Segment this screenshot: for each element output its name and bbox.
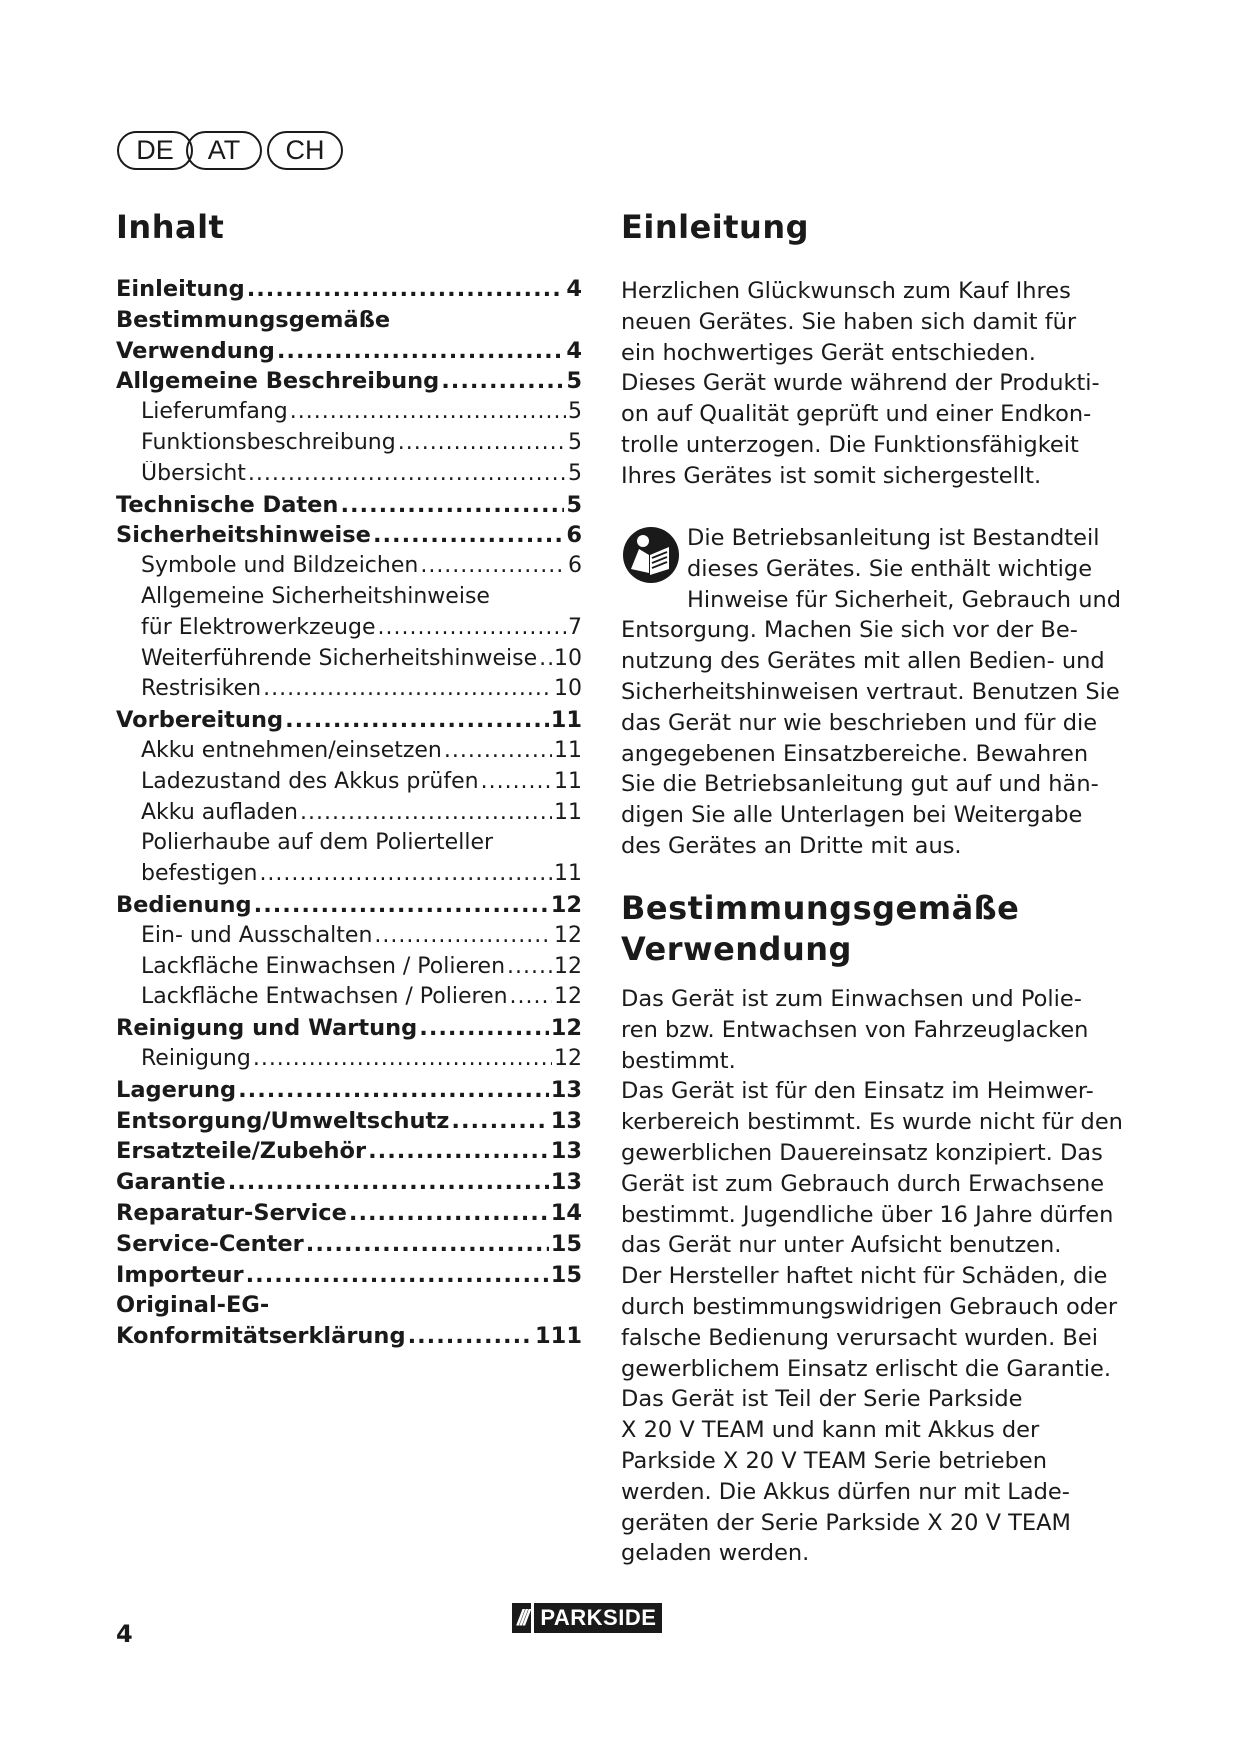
usage-title-line: Bestimmungsgemäße	[621, 889, 1020, 927]
text-line: geladen werden.	[621, 1540, 810, 1567]
toc-entry-label: Entsorgung/Umweltschutz	[116, 1107, 450, 1134]
text-line: ein hochwertiges Gerät entschieden.	[621, 339, 1036, 366]
toc-leader-dots	[368, 1138, 549, 1164]
toc-entry-page: 12	[550, 891, 582, 918]
toc-entry-label: Lackfläche Einwachsen / Polieren	[141, 953, 506, 979]
toc-entry-label: Service-Center	[116, 1230, 304, 1257]
text-line: Gerät ist zum Gebrauch durch Erwachsene	[621, 1170, 1105, 1197]
toc-entry	[116, 676, 582, 707]
toc-entry-page: 11	[554, 861, 582, 887]
toc-leader-dots	[398, 430, 566, 455]
toc-leader-dots	[263, 676, 552, 701]
toc-leader-dots	[247, 276, 565, 302]
toc-entry-label: Original-EG-	[116, 1292, 270, 1319]
text-line: X 20 V TEAM und kann mit Akkus der	[621, 1417, 1040, 1444]
toc-entry-page: 12	[554, 922, 582, 948]
toc-entry-label: Restrisiken	[141, 676, 262, 702]
toc-entry-label: Reinigung und Wartung	[116, 1015, 418, 1042]
text-line: ren bzw. Entwachsen von Fahrzeuglacken	[621, 1016, 1089, 1043]
text-line: Das Gerät ist Teil der Serie Parkside	[621, 1386, 1023, 1413]
toc-entry-page: 5	[566, 491, 582, 518]
toc-entry-page: 15	[550, 1230, 582, 1257]
read-manual-icon	[621, 525, 681, 585]
toc-leader-dots	[248, 461, 566, 486]
toc-leader-dots	[373, 522, 564, 548]
toc-entry	[116, 492, 582, 523]
text-line: Hinweise für Sicherheit, Gebrauch und	[687, 586, 1122, 613]
toc-entry-label: Importeur	[116, 1261, 244, 1288]
toc-entry-page: 12	[554, 953, 582, 979]
toc-entry-label: Lieferumfang	[141, 399, 288, 425]
toc-leader-dots	[290, 399, 566, 424]
toc-entry-page: 7	[568, 614, 582, 640]
toc-leader-dots	[228, 1169, 549, 1195]
toc-entry-page: 11	[554, 799, 582, 825]
toc-entry-label: Technische Daten	[116, 491, 339, 518]
text-line: Parkside X 20 V TEAM Serie betrieben	[621, 1447, 1047, 1474]
toc-entry	[116, 1323, 582, 1354]
toc-title: Inhalt	[116, 208, 225, 246]
toc-leader-dots	[510, 984, 552, 1009]
language-badge-ch: CH	[267, 131, 343, 170]
toc-leader-dots	[306, 1231, 549, 1257]
toc-entry-page: 14	[550, 1199, 582, 1226]
toc-leader-dots	[507, 954, 552, 979]
text-line: des Gerätes an Dritte mit aus.	[621, 832, 962, 859]
toc-entry-label: Übersicht	[141, 460, 246, 486]
toc-leader-dots	[238, 1077, 549, 1103]
toc-entry-page: 13	[550, 1107, 582, 1134]
toc-entry-page: 5	[568, 399, 582, 425]
logo-wordmark: PARKSIDE	[534, 1603, 662, 1633]
toc-entry	[116, 430, 582, 461]
text-line: Der Hersteller haftet nicht für Schäden, die	[621, 1263, 1108, 1290]
toc-entry	[116, 830, 582, 861]
toc-leader-dots	[451, 1108, 548, 1134]
manual-note	[621, 523, 1122, 862]
toc-leader-dots	[349, 1200, 549, 1226]
toc-entry-page: 11	[550, 707, 582, 734]
text-line: bestimmt.	[621, 1047, 736, 1074]
toc-entry-page: 13	[550, 1138, 582, 1165]
text-line: neuen Gerätes. Sie haben sich damit für	[621, 308, 1077, 335]
toc-entry	[116, 522, 582, 553]
text-line: bestimmt. Jugendliche über 16 Jahre dürfen	[621, 1201, 1114, 1228]
text-line: Sicherheitshinweisen vertraut. Benutzen Sie	[621, 678, 1120, 705]
toc-leader-dots	[419, 1015, 548, 1041]
toc-entry-label: für Elektrowerkzeuge	[141, 614, 376, 640]
toc-entry	[116, 1262, 582, 1293]
text-line: Entsorgung. Machen Sie sich vor der Be-	[621, 617, 1078, 644]
toc-entry-label: Allgemeine Sicherheitshinweise	[141, 583, 490, 609]
parkside-logo	[512, 1603, 662, 1633]
toc-entry-page: 13	[550, 1169, 582, 1196]
toc-entry-label: Reinigung	[141, 1045, 251, 1071]
toc-entry	[116, 1138, 582, 1169]
text-line: trolle unterzogen. Die Funktionsfähigkeit	[621, 431, 1079, 458]
text-line: Herzlichen Glückwunsch zum Kauf Ihres	[621, 278, 1071, 304]
toc-entry-label: Ein- und Ausschalten	[141, 922, 373, 948]
toc-entry	[116, 461, 582, 492]
toc-entry-page: 11	[554, 737, 582, 763]
toc-leader-dots	[300, 800, 552, 825]
toc-entry	[116, 738, 582, 769]
text-line: kerbereich bestimmt. Es wurde nicht für den	[621, 1109, 1123, 1136]
toc-entry-label: Einleitung	[116, 276, 245, 302]
toc-entry-page: 12	[550, 1015, 582, 1042]
toc-entry-page: 5	[568, 460, 582, 486]
toc-entry	[116, 892, 582, 923]
toc-entry-label: Lackfläche Entwachsen / Polieren	[141, 984, 508, 1010]
logo-slashes: ///	[512, 1603, 531, 1633]
toc-entry	[116, 1015, 582, 1046]
text-line: Das Gerät ist zum Einwachsen und Polie-	[621, 986, 1082, 1012]
intro-title: Einleitung	[621, 208, 810, 246]
toc-entry-page: 6	[568, 553, 582, 579]
manual-note-text	[621, 523, 1122, 862]
toc-entry	[116, 1077, 582, 1108]
toc-entry	[116, 1231, 582, 1262]
toc-entry	[116, 861, 582, 892]
toc-entry	[116, 1169, 582, 1200]
text-line: werden. Die Akkus dürfen nur mit Lade-	[621, 1478, 1070, 1505]
language-badges	[117, 131, 336, 170]
toc-entry	[116, 800, 582, 831]
usage-title-line: Verwendung	[621, 930, 852, 968]
text-line: das Gerät nur wie beschrieben und für die	[621, 709, 1098, 736]
text-line: Sie die Betriebsanleitung gut auf und hän-	[621, 771, 1099, 798]
toc-leader-dots	[420, 553, 566, 578]
toc-entry-label: Vorbereitung	[116, 707, 284, 734]
toc-entry-page: 6	[566, 522, 582, 549]
toc-entry-label: befestigen	[141, 861, 258, 887]
toc-entry	[116, 1046, 582, 1077]
toc-entry-page: 4	[566, 276, 582, 302]
toc-entry-label: Ersatzteile/Zubehör	[116, 1138, 367, 1165]
toc-leader-dots	[444, 738, 552, 763]
toc-entry-label: Garantie	[116, 1169, 226, 1196]
toc-entry-page: 15	[550, 1261, 582, 1288]
toc-leader-dots	[246, 1262, 549, 1288]
intro-paragraph-text	[621, 276, 1101, 492]
toc-entry-label: Polierhaube auf dem Polierteller	[141, 830, 494, 856]
text-line: on auf Qualität geprüft und einer Endkon-	[621, 401, 1092, 428]
usage-paragraph	[621, 984, 1123, 1569]
toc-entry-page: 11	[554, 768, 582, 794]
toc-entry-label: Funktionsbeschreibung	[141, 429, 396, 455]
toc-entry-page: 10	[554, 676, 582, 702]
toc-entry	[116, 954, 582, 985]
toc-entry-label: Reparatur-Service	[116, 1199, 347, 1226]
language-badge-de: DE	[117, 131, 193, 170]
toc-entry-label: Akku aufladen	[141, 799, 298, 825]
toc-entry	[116, 399, 582, 430]
toc-entry	[116, 769, 582, 800]
toc-entry-page: 12	[554, 1045, 582, 1071]
toc-entry-label: Ladezustand des Akkus prüfen	[141, 768, 479, 794]
toc-leader-dots	[277, 338, 564, 364]
toc-entry	[116, 615, 582, 646]
toc-entry	[116, 307, 582, 338]
toc-leader-dots	[254, 892, 549, 918]
text-line: geräten der Serie Parkside X 20 V TEAM	[621, 1509, 1071, 1536]
toc-entry-label: Allgemeine Beschreibung	[116, 368, 440, 395]
toc-entry-label: Lagerung	[116, 1076, 237, 1103]
toc-entry-label: Sicherheitshinweise	[116, 522, 371, 549]
toc-entry	[116, 1200, 582, 1231]
toc-entry-label: Bedienung	[116, 891, 252, 918]
toc-entry-page: 111	[535, 1323, 582, 1350]
toc-leader-dots	[539, 646, 552, 671]
toc-leader-dots	[340, 492, 564, 518]
toc-entry-label: Bestimmungsgemäße	[116, 306, 391, 333]
usage-title	[621, 888, 1019, 970]
text-line: digen Sie alle Unterlagen bei Weitergabe	[621, 802, 1083, 829]
toc-leader-dots	[253, 1046, 552, 1071]
intro-paragraph	[621, 276, 1101, 492]
toc-entry	[116, 1108, 582, 1139]
toc-entry-page: 4	[566, 337, 582, 364]
toc-entry-page: 12	[554, 984, 582, 1010]
table-of-contents	[116, 276, 582, 1354]
toc-entry	[116, 984, 582, 1015]
toc-entry	[116, 553, 582, 584]
toc-leader-dots	[374, 923, 552, 948]
toc-leader-dots	[285, 707, 549, 733]
toc-entry-label: Symbole und Bildzeichen	[141, 553, 419, 579]
toc-entry	[116, 923, 582, 954]
text-line: Das Gerät ist für den Einsatz im Heimwer-	[621, 1078, 1094, 1105]
toc-leader-dots	[378, 615, 566, 640]
usage-paragraph-text	[621, 984, 1123, 1569]
toc-entry-page: 10	[554, 645, 582, 671]
text-line: angegebenen Einsatzbereiche. Bewahren	[621, 740, 1089, 767]
text-line: Ihres Gerätes ist somit sichergestellt.	[621, 462, 1042, 489]
text-line: nutzung des Gerätes mit allen Bedien- und	[621, 648, 1105, 675]
text-line: das Gerät nur unter Aufsicht benutzen.	[621, 1232, 1062, 1259]
toc-entry	[116, 646, 582, 677]
toc-entry-label: Weiterführende Sicherheitshinweise	[141, 645, 538, 671]
toc-entry-label: Verwendung	[116, 337, 275, 364]
text-line: gewerblichem Einsatz erlischt die Garantie.	[621, 1355, 1112, 1382]
toc-leader-dots	[481, 769, 552, 794]
text-line: Die Betriebsanleitung ist Bestandteil	[687, 525, 1100, 551]
text-line: durch bestimmungswidrigen Gebrauch oder	[621, 1293, 1118, 1320]
toc-entry-page: 5	[568, 429, 582, 455]
page-number: 4	[116, 1620, 133, 1648]
toc-leader-dots	[408, 1323, 533, 1349]
toc-entry	[116, 276, 582, 307]
toc-entry	[116, 1292, 582, 1323]
text-line: falsche Bedienung verursacht wurden. Bei	[621, 1324, 1098, 1351]
toc-leader-dots	[441, 368, 564, 394]
toc-entry-label: Akku entnehmen/einsetzen	[141, 737, 442, 763]
toc-leader-dots	[259, 861, 552, 886]
toc-entry	[116, 368, 582, 399]
toc-entry	[116, 707, 582, 738]
text-line: dieses Gerätes. Sie enthält wichtige	[687, 555, 1093, 582]
toc-entry-label: Konformitätserklärung	[116, 1323, 406, 1350]
toc-entry	[116, 584, 582, 615]
language-badge-at: AT	[186, 131, 262, 170]
toc-entry-page: 13	[550, 1076, 582, 1103]
text-line: gewerblichen Dauereinsatz konzipiert. Das	[621, 1139, 1103, 1166]
text-line: Dieses Gerät wurde während der Produkti-	[621, 370, 1100, 397]
toc-entry-page: 5	[566, 368, 582, 395]
toc-entry	[116, 338, 582, 369]
